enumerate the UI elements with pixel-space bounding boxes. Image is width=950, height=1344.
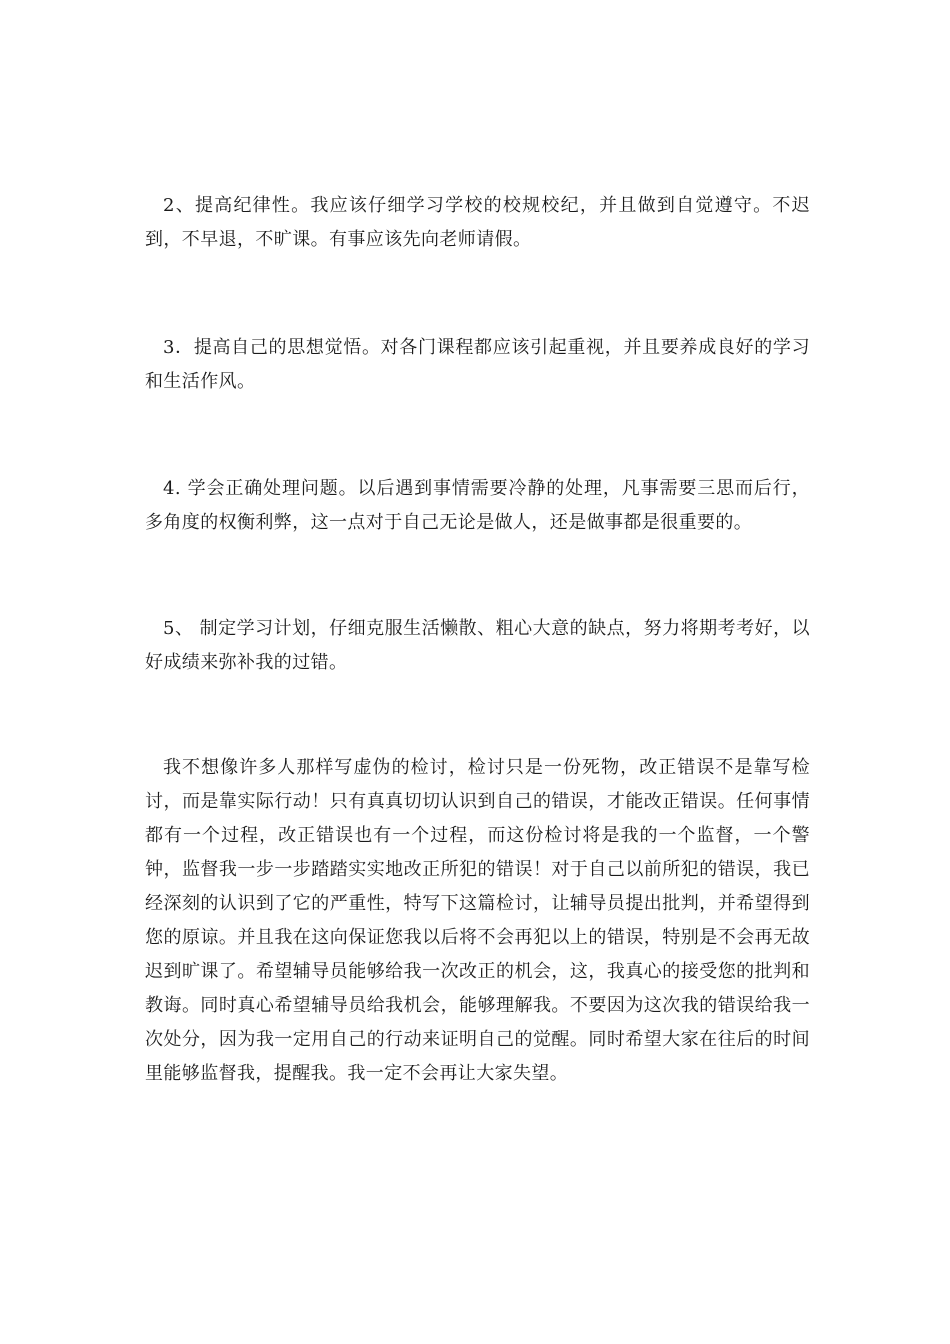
paragraph-study-plan: 5、 制定学习计划，仔细克服生活懒散、粗心大意的缺点，努力将期考考好，以好成绩来弥补我的过错。 (145, 618, 810, 673)
paragraph-problem-handling: 4. 学会正确处理问题。以后遇到事情需要冷静的处理，凡事需要三思而后行，多角度的权衡利弊，这一点对于自己无论是做人，还是做事都是很重要的。 (145, 478, 810, 533)
paragraph-awareness: 3．提高自己的思想觉悟。对各门课程都应该引起重视，并且要养成良好的学习和生活作风。 (145, 337, 810, 392)
paragraph-discipline: 2、提高纪律性。我应该仔细学习学校的校规校纪，并且做到自觉遵守。不迟到，不早退，不旷课。有事应该先向老师请假。 (145, 195, 810, 250)
paragraph-conclusion: 我不想像许多人那样写虚伪的检讨，检讨只是一份死物，改正错误不是靠写检讨，而是靠实际行动！只有真真切切认识到自己的错误，才能改正错误。任何事情都有一个过程，改正错误也有一个过程，而这份检讨将是我的一个监督，一个警钟，监督我一步一步踏踏实实地改正所犯的错误！对于自己以前所犯的错误，我已经深刻的认识到了它的严重性，特写下这篇检讨，让辅导员提出批判，并希望得到您的原谅。并且我在这向保证您我以后将不会再犯以上的错误，特别是不会再无故迟到旷课了。希望辅导员能够给我一次改正的机会，这，我真心的接受您的批判和教诲。同时真心希望辅导员给我机会，能够理解我。不要因为这次我的错误给我一次处分，因为我一定用自己的行动来证明自己的觉醒。同时希望大家在往后的时间里能够监督我，提醒我。我一定不会再让大家失望。 (145, 757, 810, 1084)
